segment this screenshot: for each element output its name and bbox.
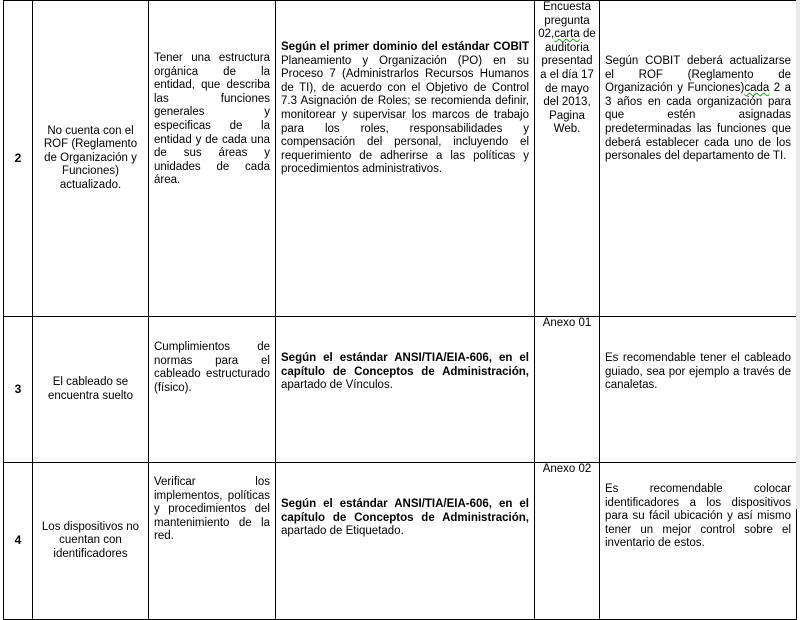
row-number: 3 bbox=[4, 317, 33, 463]
table-row bbox=[4, 317, 797, 463]
audit-findings-table bbox=[3, 0, 797, 620]
criteria-detail: apartado de Vínculos. bbox=[281, 379, 393, 392]
criteria-cell bbox=[276, 463, 535, 620]
finding-cell: Los dispositivos no cuentan con identificadores bbox=[33, 463, 149, 620]
recommendation-misspelled-word: cada bbox=[744, 82, 770, 95]
evidence-cell: Anexo 01 bbox=[535, 317, 600, 463]
table-row bbox=[4, 1, 797, 317]
criteria-standard: Según el estándar ANSI/TIA/EIA-606, en el capítulo de Conceptos de Administración, bbox=[281, 352, 529, 378]
objective-cell: Tener una estructura orgánica de la entidad, que describa las funciones generales y especificas de la entidad y de cada una de sus áreas y unidades de cada área. bbox=[149, 1, 276, 317]
evidence-text-rest: de auditoria presentad a el día 17 de mayo del 2013, Pagina Web. bbox=[540, 28, 596, 136]
criteria-cell bbox=[276, 317, 535, 463]
evidence-cell: Anexo 02 bbox=[535, 463, 600, 620]
evidence-cell bbox=[535, 1, 600, 317]
evidence-misspelled-word: carta bbox=[554, 28, 580, 41]
table-row bbox=[4, 463, 797, 620]
evidence-text: Encuesta pregunta 02, bbox=[538, 1, 591, 41]
recommendation-cell: Es recomendable tener el cableado guiado, sea por ejemplo a través de canaletas. bbox=[600, 317, 797, 463]
recommendation-cell bbox=[600, 1, 797, 317]
recommendation-text: Según COBIT deberá actualizarse el ROF (Reglamento de Organización y Funciones) bbox=[605, 55, 791, 95]
criteria-standard: Según el primer dominio del estándar COBIT bbox=[281, 41, 529, 53]
criteria-detail: apartado de Etiquetado. bbox=[281, 525, 404, 538]
recommendation-cell: Es recomendable colocar identificadores a los dispositivos para su fácil ubicación y así mismo tener un mejor control sobre el inventario de estos. bbox=[600, 463, 797, 620]
criteria-cell bbox=[276, 1, 535, 317]
recommendation-text-rest: 2 a 3 años en cada organización para que estén asignadas predeterminadas las funciones que deberá establecer cada uno de los personales del departamento de TI. bbox=[605, 82, 791, 163]
page-edge-shadow bbox=[796, 0, 800, 509]
row-number: 4 bbox=[4, 463, 33, 620]
criteria-standard: Según el estándar ANSI/TIA/EIA-606, en el capítulo de Conceptos de Administración, bbox=[281, 498, 529, 524]
objective-cell: Verificar los implementos, políticas y procedimientos del mantenimiento de la red. bbox=[149, 463, 276, 620]
objective-cell: Cumplimientos de normas para el cableado estructurado (físico). bbox=[149, 317, 276, 463]
finding-cell: El cableado se encuentra suelto bbox=[33, 317, 149, 463]
row-number: 2 bbox=[4, 1, 33, 317]
criteria-detail: Planeamiento y Organización (PO) en su Proceso 7 (Administrarlos Recursos Humanos de TI), de acuerdo con el Objetivo de Control 7.3 Asignación de Roles; se recomienda definir, monitorear y supervisar los marcos de trabajo para los roles, responsabilidades y compensación del personal, incluyendo el requerimiento de adherirse a las políticas y procedimientos administrativos. bbox=[281, 54, 529, 176]
finding-cell: No cuenta con el ROF (Reglamento de Organización y Funciones) actualizado. bbox=[33, 1, 149, 317]
